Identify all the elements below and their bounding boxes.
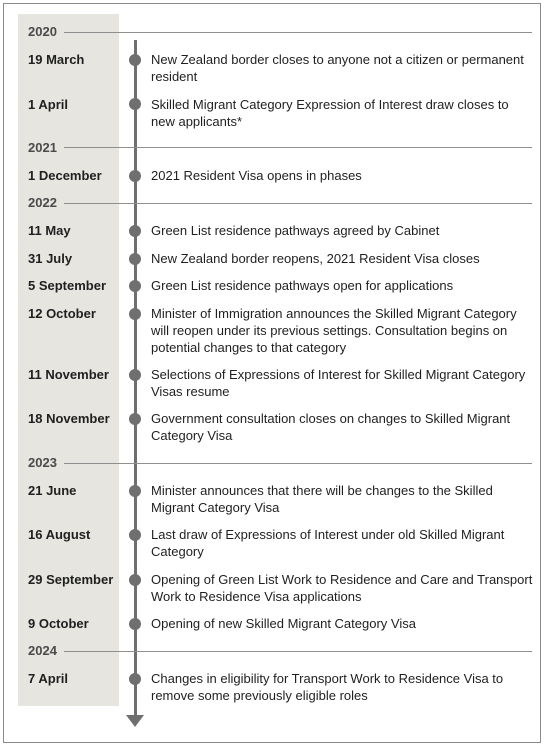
event-date: 11 November bbox=[28, 367, 109, 382]
event-text: 2021 Resident Visa opens in phases bbox=[151, 168, 362, 183]
event-date: 1 December bbox=[28, 168, 102, 183]
year-divider-2023 bbox=[64, 463, 532, 464]
event-text: Skilled Migrant Category Expression of Interest draw closes to new applicants* bbox=[151, 97, 509, 129]
event-dot bbox=[129, 485, 141, 497]
event-date: 31 July bbox=[28, 251, 73, 266]
event-dot bbox=[129, 529, 141, 541]
event-text: Changes in eligibility for Transport Work to Residence Visa to remove some previously eligible roles bbox=[151, 671, 504, 703]
date-column-background bbox=[18, 14, 119, 706]
event-date: 7 April bbox=[28, 671, 68, 686]
event-text: Minister of Immigration announces the Skilled Migrant Category will reopen under its previous settings. Consultation begins on potential changes to that category bbox=[151, 306, 517, 355]
event-dot bbox=[129, 280, 141, 292]
event-date: 21 June bbox=[28, 483, 77, 498]
event-text: New Zealand border closes to anyone not a citizen or permanent resident bbox=[151, 52, 524, 84]
event-date: 9 October bbox=[28, 616, 89, 631]
event-date: 19 March bbox=[28, 52, 85, 67]
year-divider-2020 bbox=[64, 32, 532, 33]
event-date: 16 August bbox=[28, 527, 91, 542]
event-date: 5 September bbox=[28, 278, 107, 293]
event-dot bbox=[129, 225, 141, 237]
event-text: New Zealand border reopens, 2021 Resident Visa closes bbox=[151, 251, 480, 266]
event-dot bbox=[129, 369, 141, 381]
year-divider-2022 bbox=[64, 203, 532, 204]
event-dot bbox=[129, 170, 141, 182]
event-date: 29 September bbox=[28, 572, 114, 587]
event-text: Green List residence pathways agreed by Cabinet bbox=[151, 223, 440, 238]
year-divider-2021 bbox=[64, 147, 532, 148]
year-label-2020: 2020 bbox=[28, 24, 57, 39]
event-dot bbox=[129, 618, 141, 630]
event-dot bbox=[129, 574, 141, 586]
timeline-arrow-head bbox=[126, 715, 144, 727]
event-text: Selections of Expressions of Interest for Skilled Migrant Category Visas resume bbox=[151, 367, 526, 399]
event-text: Last draw of Expressions of Interest under old Skilled Migrant Category bbox=[151, 527, 505, 559]
event-text: Government consultation closes on changes to Skilled Migrant Category Visa bbox=[151, 411, 511, 443]
event-text: Opening of new Skilled Migrant Category Visa bbox=[151, 616, 416, 631]
event-text: Minister announces that there will be changes to the Skilled Migrant Category Visa bbox=[151, 483, 493, 515]
event-dot bbox=[129, 308, 141, 320]
event-dot bbox=[129, 413, 141, 425]
event-date: 11 May bbox=[28, 223, 71, 238]
year-label-2021: 2021 bbox=[28, 140, 57, 155]
event-date: 1 April bbox=[28, 97, 68, 112]
year-label-2022: 2022 bbox=[28, 195, 57, 210]
event-date: 18 November bbox=[28, 411, 110, 426]
event-dot bbox=[129, 253, 141, 265]
event-dot bbox=[129, 98, 141, 110]
event-dot bbox=[129, 673, 141, 685]
event-dot bbox=[129, 54, 141, 66]
year-label-2024: 2024 bbox=[28, 643, 57, 658]
year-label-2023: 2023 bbox=[28, 455, 57, 470]
event-text: Opening of Green List Work to Residence and Care and Transport Work to Residence Visa applications bbox=[151, 572, 533, 604]
year-divider-2024 bbox=[64, 651, 532, 652]
event-date: 12 October bbox=[28, 306, 96, 321]
event-text: Green List residence pathways open for applications bbox=[151, 278, 454, 293]
